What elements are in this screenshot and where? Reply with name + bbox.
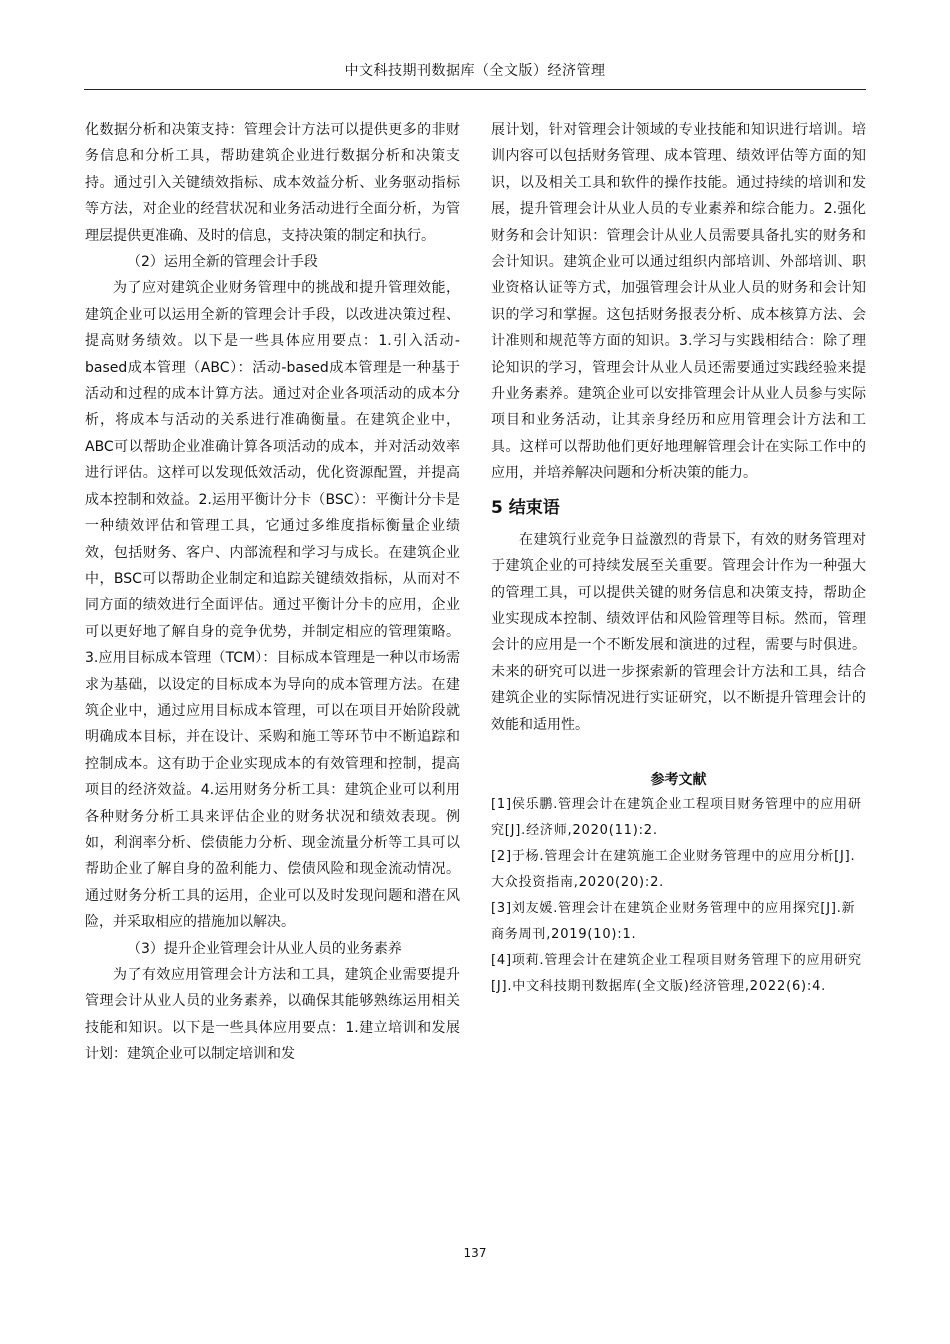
right-column <box>491 117 866 1000</box>
reference-item: [2]于杨.管理会计在建筑施工企业财务管理中的应用分析[J].大众投资指南,2020(20):2. <box>491 848 856 890</box>
reference-item: [1]侯乐鹏.管理会计在建筑企业工程项目财务管理中的应用研究[J].经济师,2020(11):2. <box>491 796 862 838</box>
reference-item: [4]项莉.管理会计在建筑企业工程项目财务管理下的应用研究[J].中文科技期刊数据库(全文版)经济管理,2022(6):4. <box>491 952 862 994</box>
page-number: 137 <box>463 1246 487 1260</box>
paragraph-new-methods: 为了应对建筑企业财务管理中的挑战和提升管理效能，建筑企业可以运用全新的管理会计手段，以改进决策过程、提高财务绩效。以下是一些具体应用要点：1.引入活动-based成本管理（ABC）：活动-based成本管理是一种基于活动和过程的成本计算方法。通过对企业各项活动的成本分析，将成本与活动的关系进行准确衡量。在建筑企业中，ABC可以帮助企业准确计算各项活动的成本，并对活动效率进行评估。这样可以发现低效活动，优化资源配置，并提高成本控制和效益。2.运用平衡计分卡（BSC）：平衡计分卡是一种绩效评估和管理工具，它通过多维度指标衡量企业绩效，包括财务、客户、内部流程和学习与成长。在建筑企业中，BSC可以帮助企业制定和追踪关键绩效指标，从而对不同方面的绩效进行全面评估。通过平衡计分卡的应用，企业可以更好地了解自身的竞争优势，并制定相应的管理策略。3.应用目标成本管理（TCM）：目标成本管理是一种以市场需求为基础，以设定的目标成本为导向的成本管理方法。在建筑企业中，通过应用目标成本管理，可以在项目开始阶段就明确成本目标，并在设计、采购和施工等环节中不断追踪和控制成本。这有助于企业实现成本的有效管理和控制，提高项目的经济效益。4.运用财务分析工具：建筑企业可以利用各种财务分析工具来评估企业的财务状况和绩效表现。例如，利润率分析、偿债能力分析、现金流量分析等工具可以帮助企业了解自身的盈利能力、偿债风险和现金流动情况。通过财务分析工具的运用，企业可以及时发现问题和潜在风险，并采取相应的措施加以解决。 <box>85 280 460 931</box>
paragraph-training-continued: 展计划，针对管理会计领域的专业技能和知识进行培训。培训内容可以包括财务管理、成本管理、绩效评估等方面的知识，以及相关工具和软件的操作技能。通过持续的培训和发展，提升管理会计从业人员的专业素养和综合能力。2.强化财务和会计知识：管理会计从业人员需要具备扎实的财务和会计知识。建筑企业可以通过组织内部培训、外部培训、职业资格认证等方式，加强管理会计从业人员的财务和会计知识的学习和掌握。这包括财务报表分析、成本核算方法、会计准则和规范等方面的知识。3.学习与实践相结合：除了理论知识的学习，管理会计从业人员还需要通过实践经验来提升业务素养。建筑企业可以安排管理会计从业人员参与实际项目和业务活动，让其亲身经历和应用管理会计方法和工具。这样可以帮助他们更好地理解管理会计在实际工作中的应用，并培养解决问题和分析决策的能力。 <box>491 122 866 482</box>
reference-item: [3]刘友媛.管理会计在建筑企业财务管理中的应用探究[J].新商务周刊,2019(10):1. <box>491 900 856 942</box>
header-rule <box>84 89 866 90</box>
subheading-new-methods: （2）运用全新的管理会计手段 <box>127 254 318 271</box>
subheading-staff-quality: （3）提升企业管理会计从业人员的业务素养 <box>127 940 402 957</box>
left-column <box>85 117 460 1068</box>
paragraph-staff-quality: 为了有效应用管理会计方法和工具，建筑企业需要提升管理会计从业人员的业务素养，以确保其能够熟练运用相关技能和知识。以下是一些具体应用要点：1.建立培训和发展计划：建筑企业可以制定培训和发 <box>85 967 460 1063</box>
references-title: 参考文献 <box>650 771 707 788</box>
journal-header: 中文科技期刊数据库（全文版）经济管理 <box>344 63 606 79</box>
paragraph-conclusion: 在建筑行业竞争日益激烈的背景下，有效的财务管理对于建筑企业的可持续发展至关重要。管理会计作为一种强大的管理工具，可以提供关键的财务信息和决策支持，帮助企业实现成本控制、绩效评估和风险管理等目标。然而，管理会计的应用是一个不断发展和演进的过程，需要与时俱进。未来的研究可以进一步探索新的管理会计方法和工具，结合建筑企业的实际情况进行实证研究，以不断提升管理会计的效能和适用性。 <box>491 531 866 733</box>
section-title-conclusion: 5 结束语 <box>491 497 560 518</box>
paragraph-continued: 化数据分析和决策支持：管理会计方法可以提供更多的非财务信息和分析工具，帮助建筑企业进行数据分析和决策支持。通过引入关键绩效指标、成本效益分析、业务驱动指标等方法，对企业的经营状况和业务活动进行全面分析，为管理层提供更准确、及时的信息，支持决策的制定和执行。 <box>85 122 460 244</box>
